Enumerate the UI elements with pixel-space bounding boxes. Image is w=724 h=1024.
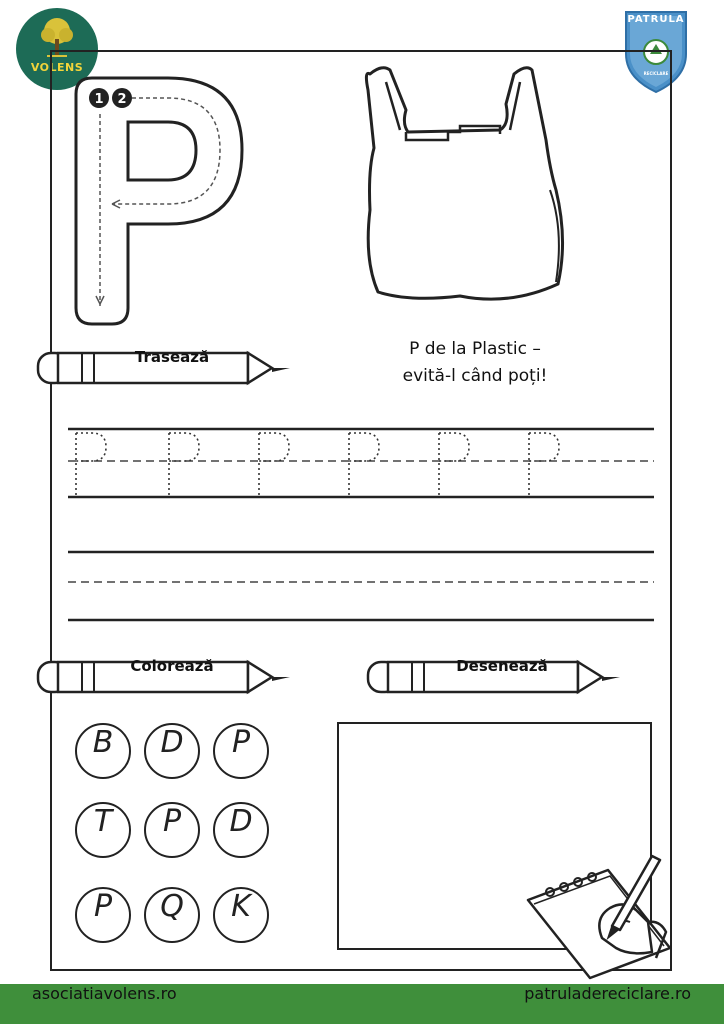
footer-website-left[interactable]: asociatiavolens.ro — [32, 984, 177, 1003]
color-circle-letter[interactable]: P — [213, 723, 269, 779]
color-circle-letter[interactable]: K — [213, 887, 269, 943]
trace-letter-1[interactable] — [72, 431, 112, 495]
patrula-logo-subtitle: RECICLARE — [643, 71, 669, 76]
trace-section-header — [36, 348, 292, 388]
draw-section-header — [366, 657, 622, 697]
volens-logo-text: VOLENS — [30, 61, 84, 74]
stroke-number-2: 2 — [117, 92, 127, 107]
draw-section-title: Desenează — [456, 657, 548, 675]
notepad-drawing-icon — [520, 848, 680, 980]
stroke-number-1: 1 — [94, 92, 104, 107]
caption-line-2: evită-l când poți! — [402, 366, 548, 386]
patrula-logo-title: PATRULA — [627, 14, 685, 25]
footer-website-right[interactable]: patruladereciclare.ro — [524, 984, 691, 1003]
color-circle-letter[interactable]: Q — [144, 887, 200, 943]
trace-letter-6[interactable] — [525, 431, 565, 495]
letter-caption — [360, 336, 590, 390]
color-circle-letter[interactable]: P — [75, 887, 131, 943]
footer-bar — [0, 984, 724, 1024]
featured-letter-outline — [70, 70, 250, 330]
color-section-header — [36, 657, 292, 697]
color-section-title: Colorează — [130, 657, 214, 675]
color-circle-letter[interactable]: B — [75, 723, 131, 779]
color-circle-letter[interactable]: P — [144, 802, 200, 858]
plastic-bag-illustration — [350, 60, 580, 320]
color-circle-letter[interactable]: D — [213, 802, 269, 858]
caption-line-1: P de la Plastic – — [409, 339, 541, 359]
trace-letter-5[interactable] — [435, 431, 475, 495]
trace-letter-4[interactable] — [345, 431, 385, 495]
color-circle-letter[interactable]: D — [144, 723, 200, 779]
trace-letter-3[interactable] — [255, 431, 295, 495]
trace-letter-2[interactable] — [165, 431, 205, 495]
trace-section-title: Trasează — [134, 348, 210, 366]
color-circle-letter[interactable]: T — [75, 802, 131, 858]
